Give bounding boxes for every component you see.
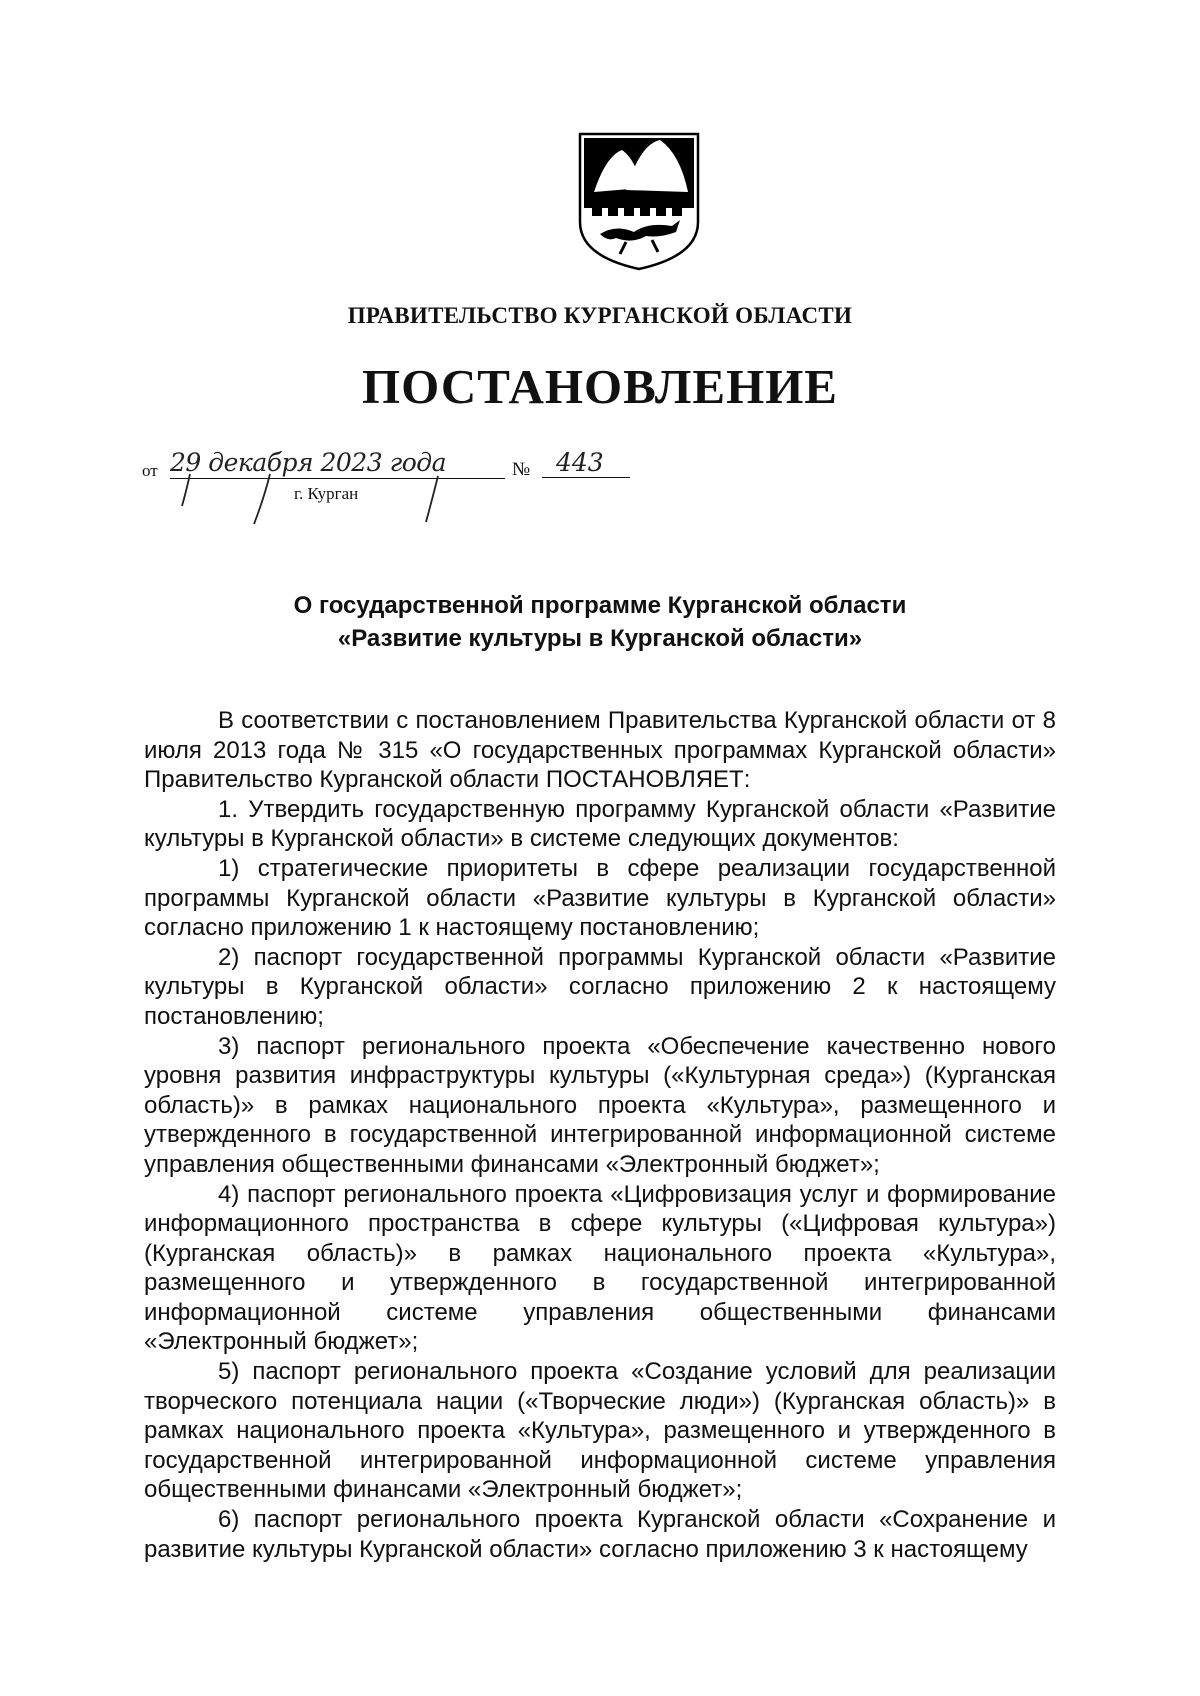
document-type-title: ПОСТАНОВЛЕНИЕ	[362, 359, 838, 414]
document-subject	[0, 589, 1200, 655]
government-title: ПРАВИТЕЛЬСТВО КУРГАНСКОЙ ОБЛАСТИ	[347, 303, 853, 328]
number-label: №	[512, 459, 531, 480]
subclause-3-paragraph: 3) паспорт регионального проекта «Обеспечение качественно нового уровня развития инфраструктуры культуры («Культурная среда») (Курганская область)» в рамках национального проекта «Культура», размещенного и утвержденного в государственной интегрированной информационной системе управления общественными финансами «Электронный бюджет»;	[144, 1032, 1056, 1178]
subclause-5-paragraph: 5) паспорт регионального проекта «Создание условий для реализации творческого потенциала нации («Творческие люди») (Курганская область)» в рамках национального проекта «Культура», размещенного и утвержденного в государственной интегрированной информационной системе управления общественными финансами «Электронный бюджет»;	[144, 1358, 1056, 1504]
subclause-2-paragraph: 2) паспорт государственной программы Курганской области «Развитие культуры в Курганской области» согласно приложению 2 к настоящему постановлению;	[144, 943, 1056, 1030]
subject-line-1: О государственной программе Курганской области	[293, 592, 907, 619]
preamble-paragraph: В соответствии с постановлением Правительства Курганской области от 8 июля 2013 года № 315 «О государственных программах Курганской области» Правительство Курганской области ПОСТАНОВЛЯЕТ:	[144, 707, 1056, 794]
subclause-6-paragraph: 6) паспорт регионального проекта Курганской области «Сохранение и развитие культуры Курганской области» согласно приложению 3 к настоящему	[144, 1506, 1056, 1563]
date-prefix: от	[142, 461, 158, 480]
subclause-4-paragraph: 4) паспорт регионального проекта «Цифровизация услуг и формирование информационного пространства в сфере культуры («Цифровая культура») (Курганская область)» в рамках национального проекта «Культура», размещенного и утвержденного в государственной интегрированной информационной системе управления общественными финансами «Электронный бюджет»;	[144, 1180, 1056, 1356]
subject-line-2: «Развитие культуры в Курганской области»	[337, 625, 863, 652]
subclause-1-paragraph: 1) стратегические приоритеты в сфере реализации государственной программы Курганской области «Развитие культуры в Курганской области» согласно приложению 1 к настоящему постановлению;	[144, 854, 1056, 942]
clause-1-paragraph: 1. Утвердить государственную программу Курганской области «Развитие культуры в Курганской области» в системе следующих документов:	[144, 795, 1056, 853]
coat-of-arms-emblem	[576, 130, 702, 272]
document-date: 29 декабря 2023 года	[170, 448, 505, 479]
document-body	[144, 706, 1056, 1564]
city-label: г. Курган	[294, 484, 359, 503]
handwriting-strokes	[142, 448, 662, 528]
document-details	[142, 448, 662, 528]
document-number: 443	[542, 448, 630, 478]
